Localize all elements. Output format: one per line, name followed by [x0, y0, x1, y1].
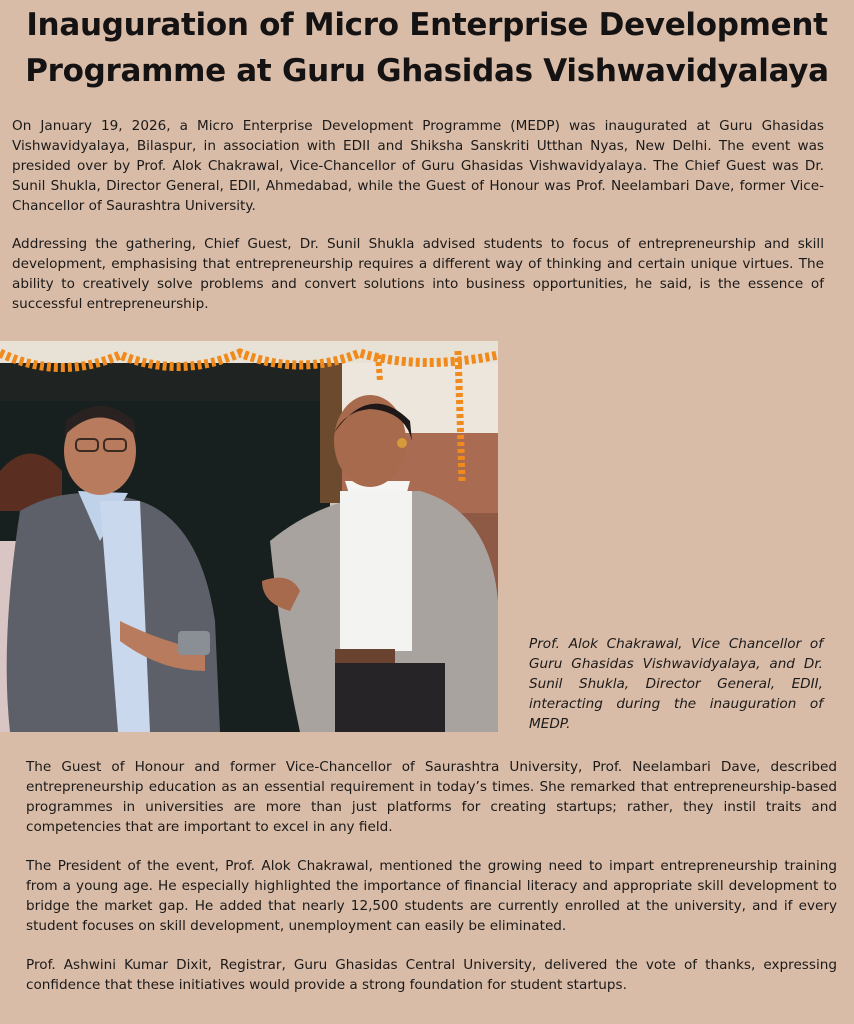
article-paragraph: The Guest of Honour and former Vice-Chancellor of Saurashtra University, Prof. Neelambari Dave, described entrepreneurship education as an essential requirement in today’s times. She remarked that entrepreneurship-based programmes in universities are more than just platforms for creating startups; rather, they instil traits and competencies that are important to excel in any field.: [26, 759, 837, 835]
article-paragraph: The President of the event, Prof. Alok Chakrawal, mentioned the growing need to impart entrepreneurship training from a young age. He especially highlighted the importance of financial literacy and appropriate skill development to bridge the market gap. He added that nearly 12,500 students are currently enrolled at the university, and if every student focuses on skill development, unemployment can easily be eliminated.: [26, 858, 837, 934]
article-title: [0, 2, 854, 94]
article-title-line-2: Programme at Guru Ghasidas Vishwavidyalaya: [25, 53, 829, 89]
event-photo: [0, 341, 498, 732]
article-title-line-1: Inauguration of Micro Enterprise Development: [26, 7, 828, 43]
article-paragraph: On January 19, 2026, a Micro Enterprise Development Programme (MEDP) was inaugurated at Guru Ghasidas Vishwavidyalaya, Bilaspur, in association with EDII and Shiksha Sanskriti Utthan Nyas, New Delhi. The event was presided over by Prof. Alok Chakrawal, Vice-Chancellor of Guru Ghasidas Vishwavidyalaya. The Chief Guest was Dr. Sunil Shukla, Director General, EDII, Ahmedabad, while the Guest of Honour was Prof. Neelambari Dave, former Vice-Chancellor of Saurashtra University.: [12, 118, 824, 214]
photo-caption: Prof. Alok Chakrawal, Vice Chancellor of Guru Ghasidas Vishwavidyalaya, and Dr. Sunil Shukla, Director General, EDII, interacting during the inauguration of MEDP.: [529, 636, 823, 732]
article-paragraph: Addressing the gathering, Chief Guest, Dr. Sunil Shukla advised students to focus of entrepreneurship and skill development, emphasising that entrepreneurship requires a different way of thinking and certain unique virtues. The ability to creatively solve problems and convert solutions into business opportunities, he said, is the essence of successful entrepreneurship.: [12, 236, 824, 312]
article-paragraph: Prof. Ashwini Kumar Dixit, Registrar, Guru Ghasidas Central University, delivered the vote of thanks, expressing confidence that these initiatives would provide a strong foundation for student startups.: [26, 957, 837, 993]
